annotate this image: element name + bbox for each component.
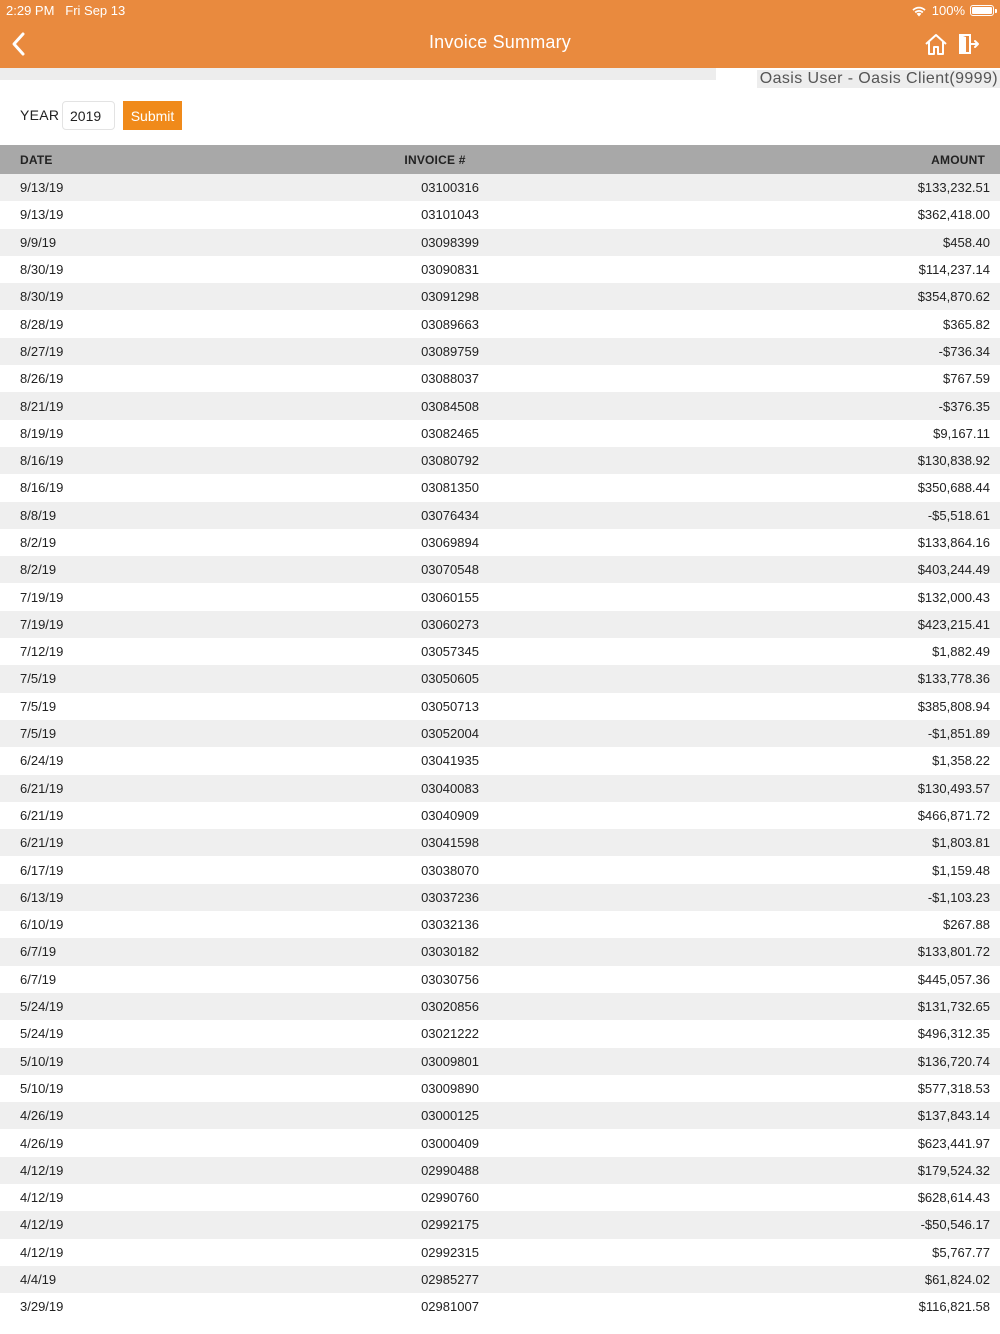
row-amount: $179,524.32 (917, 1162, 990, 1178)
row-date: 4/12/19 (20, 1190, 64, 1206)
row-date: 3/29/19 (20, 1299, 64, 1315)
row-invoice-number: 03098399 (421, 234, 479, 250)
table-row[interactable] (0, 1102, 1000, 1129)
row-amount: $133,801.72 (917, 944, 990, 960)
row-invoice-number: 03052004 (421, 726, 479, 742)
row-amount: $496,312.35 (917, 1026, 990, 1042)
row-date: 4/12/19 (20, 1162, 64, 1178)
table-row[interactable] (0, 1293, 1000, 1320)
row-amount: -$376.35 (938, 398, 990, 414)
logout-icon (956, 32, 980, 56)
row-amount: -$5,518.61 (927, 507, 990, 523)
table-row[interactable] (0, 229, 1000, 256)
table-row[interactable] (0, 502, 1000, 529)
row-invoice-number: 03020856 (421, 999, 479, 1015)
table-row[interactable] (0, 747, 1000, 774)
row-amount: $130,493.57 (917, 780, 990, 796)
table-row[interactable] (0, 583, 1000, 610)
table-row[interactable] (0, 856, 1000, 883)
table-row[interactable] (0, 1157, 1000, 1184)
row-invoice-number: 03032136 (421, 917, 479, 933)
row-amount: $628,614.43 (917, 1190, 990, 1206)
row-amount: $458.40 (943, 234, 990, 250)
table-row[interactable] (0, 256, 1000, 283)
row-date: 9/9/19 (20, 234, 57, 250)
table-row[interactable] (0, 720, 1000, 747)
table-row[interactable] (0, 966, 1000, 993)
row-date: 8/28/19 (20, 316, 64, 332)
table-row[interactable] (0, 174, 1000, 201)
table-row[interactable] (0, 775, 1000, 802)
table-body (0, 174, 1000, 1320)
row-date: 7/5/19 (20, 698, 57, 714)
table-row[interactable] (0, 474, 1000, 501)
row-amount: $354,870.62 (917, 289, 990, 305)
table-row[interactable] (0, 529, 1000, 556)
row-invoice-number: 03040909 (421, 807, 479, 823)
submit-button[interactable]: Submit (123, 101, 182, 130)
table-row[interactable] (0, 1239, 1000, 1266)
row-date: 4/26/19 (20, 1108, 64, 1124)
row-date: 8/19/19 (20, 425, 64, 441)
user-client-label: Oasis User - Oasis Client(9999) (757, 70, 1000, 88)
table-row[interactable] (0, 338, 1000, 365)
row-amount: $5,767.77 (932, 1244, 990, 1260)
row-date: 6/7/19 (20, 971, 57, 987)
row-amount: $137,843.14 (917, 1108, 990, 1124)
row-amount: $9,167.11 (933, 425, 990, 441)
table-row[interactable] (0, 1048, 1000, 1075)
table-row[interactable] (0, 1075, 1000, 1102)
table-row[interactable] (0, 829, 1000, 856)
row-invoice-number: 03060273 (421, 616, 479, 632)
home-button[interactable] (924, 32, 948, 56)
row-date: 8/26/19 (20, 371, 64, 387)
row-date: 8/16/19 (20, 480, 64, 496)
row-amount: $1,882.49 (932, 644, 990, 660)
row-date: 4/12/19 (20, 1217, 64, 1233)
column-header-date: DATE (20, 152, 53, 167)
table-row[interactable] (0, 310, 1000, 337)
row-date: 6/7/19 (20, 944, 57, 960)
row-invoice-number: 03101043 (421, 207, 479, 223)
row-amount: $445,057.36 (917, 971, 990, 987)
row-amount: $423,215.41 (917, 616, 990, 632)
table-row[interactable] (0, 1129, 1000, 1156)
row-amount: -$50,546.17 (920, 1217, 990, 1233)
row-invoice-number: 03080792 (421, 453, 479, 469)
year-input[interactable] (62, 101, 115, 130)
status-time (6, 3, 125, 18)
table-row[interactable] (0, 993, 1000, 1020)
row-date: 5/10/19 (20, 1053, 64, 1069)
table-row[interactable] (0, 911, 1000, 938)
row-amount: $365.82 (943, 316, 990, 332)
row-invoice-number: 03000125 (421, 1108, 479, 1124)
row-invoice-number: 03050605 (421, 671, 479, 687)
invoice-table (0, 145, 1000, 1320)
row-invoice-number: 03040083 (421, 780, 479, 796)
row-date: 6/21/19 (20, 780, 64, 796)
row-invoice-number: 02992175 (421, 1217, 479, 1233)
row-amount: $131,732.65 (917, 999, 990, 1015)
row-date: 8/8/19 (20, 507, 57, 523)
row-invoice-number: 03009890 (421, 1080, 479, 1096)
row-invoice-number: 03000409 (421, 1135, 479, 1151)
row-date: 7/12/19 (20, 644, 64, 660)
row-amount: $350,688.44 (917, 480, 990, 496)
row-date: 8/30/19 (20, 262, 64, 278)
row-invoice-number: 02981007 (421, 1299, 479, 1315)
row-amount: $466,871.72 (917, 807, 990, 823)
table-row[interactable] (0, 1020, 1000, 1047)
row-amount: $385,808.94 (917, 698, 990, 714)
row-invoice-number: 03041598 (421, 835, 479, 851)
row-date: 8/21/19 (20, 398, 64, 414)
table-row[interactable] (0, 884, 1000, 911)
row-invoice-number: 02992315 (421, 1244, 479, 1260)
row-invoice-number: 03057345 (421, 644, 479, 660)
row-invoice-number: 03050713 (421, 698, 479, 714)
row-amount: $132,000.43 (917, 589, 990, 605)
column-header-amount: AMOUNT (931, 152, 985, 167)
wifi-icon (911, 5, 927, 17)
row-amount: $362,418.00 (917, 207, 990, 223)
sub-header-bar (0, 68, 716, 80)
row-invoice-number: 03070548 (421, 562, 479, 578)
row-date: 7/19/19 (20, 616, 64, 632)
row-invoice-number: 03037236 (421, 889, 479, 905)
row-invoice-number: 03021222 (421, 1026, 479, 1042)
row-amount: $114,237.14 (918, 262, 990, 278)
row-date: 6/21/19 (20, 835, 64, 851)
row-amount: $267.88 (943, 917, 990, 933)
row-date: 7/19/19 (20, 589, 64, 605)
row-date: 5/10/19 (20, 1080, 64, 1096)
table-row[interactable] (0, 802, 1000, 829)
table-row[interactable] (0, 1184, 1000, 1211)
table-row[interactable] (0, 420, 1000, 447)
battery-icon (970, 5, 994, 16)
row-amount: $403,244.49 (917, 562, 990, 578)
row-invoice-number: 03100316 (421, 180, 479, 196)
row-date: 6/17/19 (20, 862, 64, 878)
table-row[interactable] (0, 693, 1000, 720)
table-row[interactable] (0, 665, 1000, 692)
row-amount: $623,441.97 (917, 1135, 990, 1151)
row-date: 8/27/19 (20, 343, 64, 359)
row-date: 6/13/19 (20, 889, 64, 905)
row-invoice-number: 03030756 (421, 971, 479, 987)
row-amount: $130,838.92 (917, 453, 990, 469)
row-amount: $133,864.16 (917, 535, 990, 550)
row-amount: $1,803.81 (932, 835, 990, 851)
row-invoice-number: 03038070 (421, 862, 479, 878)
row-amount: $61,824.02 (924, 1272, 990, 1288)
row-date: 7/5/19 (20, 671, 57, 687)
row-amount: -$1,851.89 (927, 726, 990, 742)
row-date: 8/30/19 (20, 289, 64, 305)
row-amount: -$736.34 (938, 343, 990, 359)
row-invoice-number: 03081350 (421, 480, 479, 496)
table-row[interactable] (0, 283, 1000, 310)
row-date: 5/24/19 (20, 1026, 64, 1042)
table-row[interactable] (0, 611, 1000, 638)
row-date: 8/2/19 (20, 535, 57, 550)
row-amount: $116,821.58 (918, 1299, 990, 1315)
table-row[interactable] (0, 447, 1000, 474)
table-row[interactable] (0, 392, 1000, 419)
row-date: 7/5/19 (20, 726, 57, 742)
row-amount: $133,232.51 (917, 180, 990, 196)
row-amount: $1,358.22 (932, 753, 990, 769)
status-date: Fri Sep 13 (65, 3, 126, 18)
row-date: 4/26/19 (20, 1135, 64, 1151)
top-bar (0, 0, 1000, 68)
table-row[interactable] (0, 638, 1000, 665)
row-invoice-number: 03069894 (421, 535, 479, 550)
row-invoice-number: 03060155 (421, 589, 479, 605)
row-invoice-number: 03089663 (421, 316, 479, 332)
row-invoice-number: 03009801 (421, 1053, 479, 1069)
row-date: 6/10/19 (20, 917, 64, 933)
column-header-invoice: INVOICE # (404, 152, 466, 167)
row-date: 9/13/19 (20, 180, 64, 196)
row-invoice-number: 03090831 (421, 262, 479, 278)
row-date: 8/2/19 (20, 562, 57, 578)
table-row[interactable] (0, 201, 1000, 228)
row-invoice-number: 03030182 (421, 944, 479, 960)
status-indicators (911, 3, 994, 18)
row-amount: -$1,103.23 (927, 889, 990, 905)
table-row[interactable] (0, 1266, 1000, 1293)
row-date: 5/24/19 (20, 999, 64, 1015)
battery-percent: 100% (931, 3, 965, 18)
home-icon (924, 32, 948, 56)
row-amount: $136,720.74 (917, 1053, 990, 1069)
row-amount: $1,159.48 (932, 862, 990, 878)
row-date: 6/24/19 (20, 753, 64, 769)
table-row[interactable] (0, 365, 1000, 392)
row-invoice-number: 03041935 (421, 753, 479, 769)
row-invoice-number: 03088037 (421, 371, 479, 387)
row-date: 6/21/19 (20, 807, 64, 823)
row-invoice-number: 03091298 (421, 289, 479, 305)
row-date: 4/4/19 (20, 1272, 57, 1288)
row-invoice-number: 02985277 (421, 1272, 479, 1288)
row-amount: $577,318.53 (917, 1080, 990, 1096)
row-date: 9/13/19 (20, 207, 64, 223)
row-invoice-number: 02990760 (421, 1190, 479, 1206)
row-invoice-number: 03076434 (421, 507, 479, 523)
row-amount: $133,778.36 (917, 671, 990, 687)
year-label: YEAR (20, 107, 60, 123)
table-row[interactable] (0, 938, 1000, 965)
row-invoice-number: 02990488 (421, 1162, 479, 1178)
table-row[interactable] (0, 1211, 1000, 1238)
page-title: Invoice Summary (428, 32, 572, 52)
row-invoice-number: 03082465 (421, 425, 479, 441)
row-date: 4/12/19 (20, 1244, 64, 1260)
table-row[interactable] (0, 556, 1000, 583)
logout-button[interactable] (956, 32, 980, 56)
row-invoice-number: 03089759 (421, 343, 479, 359)
table-header (0, 145, 1000, 174)
row-date: 8/16/19 (20, 453, 64, 469)
row-amount: $767.59 (943, 371, 990, 387)
row-invoice-number: 03084508 (421, 398, 479, 414)
status-clock: 2:29 PM (6, 3, 55, 18)
